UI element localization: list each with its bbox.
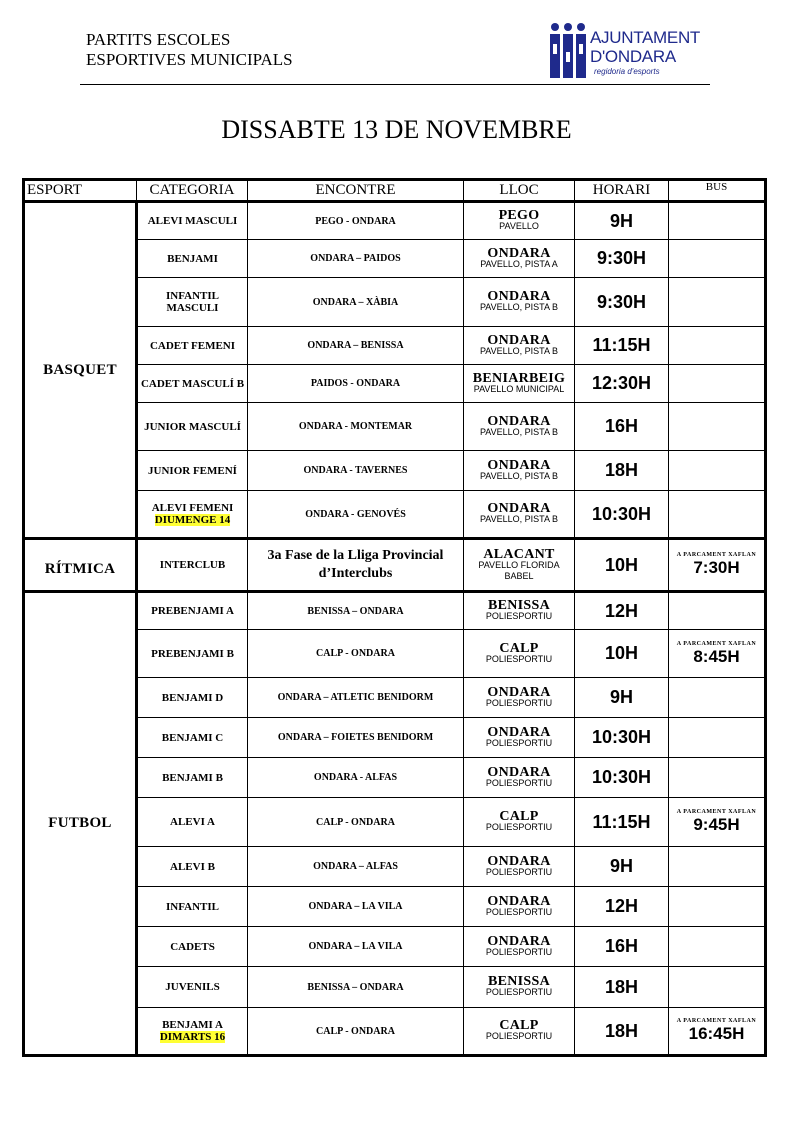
category-label: PREBENJAMI B [151,647,234,660]
category-label: BENJAMI [167,252,218,265]
time-cell: 16H [575,403,669,451]
place-name: ONDARA [487,853,551,869]
place-cell [464,798,575,847]
category-label: ALEVI A [170,816,215,828]
place-venue: POLIESPORTIU [485,777,553,788]
time-cell: 9H [575,847,669,887]
place-name: ONDARA [487,413,551,429]
place-venue: PAVELLO, PISTA B [479,470,559,481]
category-cell [137,1008,248,1056]
logo-line-2: D'ONDARA [590,47,676,66]
header-divider [80,84,710,85]
place-name: ONDARA [487,933,551,949]
header-line-1: PARTITS ESCOLES [86,30,231,49]
place-cell [464,630,575,678]
bus-cell [669,451,766,491]
bus-cell [669,847,766,887]
place-name: ONDARA [487,289,551,304]
category-cell [137,798,248,847]
match-cell: ONDARA - ALFAS [248,758,464,798]
place-name: CALP [499,809,539,824]
bus-cell [669,967,766,1008]
category-cell [137,202,248,240]
place-cell [464,491,575,539]
place-cell [464,967,575,1008]
place-name: CALP [499,640,539,656]
time-cell: 10:30H [575,491,669,539]
column-header-encontre: ENCONTRE [248,180,464,202]
category-cell [137,718,248,758]
category-label: ALEVI MASCULI [147,215,238,227]
place-cell [464,365,575,403]
category-cell [137,592,248,630]
sport-basquet: BASQUET [24,202,137,539]
place-name: ONDARA [487,245,551,261]
category-cell [137,403,248,451]
place-venue: PAVELLO, PISTA A [480,258,558,269]
place-venue: POLIESPORTIU [485,822,553,832]
category-label: PREBENJAMI A [151,605,234,617]
document-header [86,30,293,70]
place-venue: PAVELLO [499,221,539,231]
time-cell: 16H [575,927,669,967]
bus-pickup-note: A PARCAMENT XAFLAN [676,640,757,647]
place-name: BENISSA [487,974,551,989]
category-label: BENJAMI A [162,1019,223,1031]
place-cell [464,539,575,592]
bus-cell [669,927,766,967]
category-label: CADET MASCULÍ B [140,377,245,390]
category-label: BENJAMI B [162,771,223,784]
place-venue: POLIESPORTIU [485,697,553,708]
category-label: ALEVI B [170,860,215,873]
place-cell [464,240,575,278]
bus-cell [669,798,766,847]
logo-line-1: AJUNTAMENT [590,28,701,47]
category-label: BENJAMI C [161,731,224,744]
column-header-horari: HORARI [575,180,669,202]
match-cell: PEGO - ONDARA [248,202,464,240]
table-row [24,202,766,240]
place-cell [464,927,575,967]
place-cell [464,678,575,718]
sport-ritmica: RÍTMICA [24,539,137,592]
category-label: INFANTIL [166,900,219,913]
place-name: BENISSA [487,598,551,613]
match-cell: ONDARA – LA VILA [248,927,464,967]
table-header-row [24,180,766,202]
place-venue: PAVELLO, PISTA B [479,345,559,356]
match-cell: ONDARA – PAIDOS [248,240,464,278]
category-date-highlight: DIUMENGE 14 [154,514,231,526]
place-venue: PAVELLO FLORIDA BABEL [478,559,560,581]
time-cell: 11:15H [575,798,669,847]
time-cell: 9H [575,678,669,718]
place-name: ONDARA [487,501,551,516]
match-cell: CALP - ONDARA [248,630,464,678]
bus-cell [669,758,766,798]
place-venue: POLIESPORTIU [485,987,553,997]
place-cell [464,592,575,630]
category-cell [137,491,248,539]
place-cell [464,278,575,327]
place-name: ONDARA [487,893,551,909]
bus-cell [669,491,766,539]
place-cell [464,1008,575,1056]
place-cell [464,451,575,491]
category-cell [137,678,248,718]
place-name: CALP [499,1018,539,1033]
place-cell [464,758,575,798]
place-name: ONDARA [487,457,551,473]
category-cell [137,758,248,798]
column-header-categoria: CATEGORIA [137,180,248,202]
bus-cell [669,539,766,592]
table-row [24,539,766,592]
column-header-bus: BUS [669,180,766,202]
category-cell [137,451,248,491]
time-cell: 10:30H [575,718,669,758]
place-venue: POLIESPORTIU [485,946,553,957]
category-label: BENJAMI D [161,691,224,704]
bus-cell [669,278,766,327]
category-label: ALEVI FEMENI [151,502,234,514]
time-cell: 18H [575,1008,669,1056]
bus-cell [669,678,766,718]
category-date-highlight: DIMARTS 16 [159,1031,226,1043]
match-cell: ONDARA – LA VILA [248,887,464,927]
bus-cell [669,630,766,678]
place-venue: POLIESPORTIU [485,1031,553,1041]
category-cell [137,630,248,678]
place-venue: POLIESPORTIU [485,906,553,917]
place-cell [464,403,575,451]
category-cell [137,278,248,327]
category-label: JUVENILS [165,981,220,993]
category-cell [137,240,248,278]
place-venue: POLIESPORTIU [485,653,553,664]
category-cell [137,967,248,1008]
time-cell: 11:15H [575,327,669,365]
column-header-esport: ESPORT [24,180,137,202]
time-cell: 18H [575,451,669,491]
place-cell [464,847,575,887]
place-venue: POLIESPORTIU [485,866,553,877]
place-name: ALACANT [483,546,555,562]
ajuntament-logo [548,22,718,82]
bus-departure-time: 16:45H [688,1024,745,1043]
page-title: DISSABTE 13 DE NOVEMBRE [221,115,572,144]
bus-departure-time: 7:30H [693,558,740,577]
time-cell: 9:30H [575,278,669,327]
match-cell: ONDARA – FOIETES BENIDORM [248,718,464,758]
bus-cell [669,240,766,278]
bus-cell [669,403,766,451]
match-cell: 3a Fase de la Lliga Provincial d’Interclubs [248,539,464,592]
time-cell: 10H [575,630,669,678]
place-name: ONDARA [487,332,551,348]
bus-cell [669,718,766,758]
match-cell: ONDARA – ALFAS [248,847,464,887]
match-cell: ONDARA - MONTEMAR [248,403,464,451]
place-venue: PAVELLO, PISTA B [479,514,559,524]
place-venue: PAVELLO MUNICIPAL [473,383,565,394]
place-venue: PAVELLO, PISTA B [479,302,559,312]
place-name: ONDARA [487,764,551,780]
time-cell: 9:30H [575,240,669,278]
time-cell: 12:30H [575,365,669,403]
schedule-table [22,178,767,1057]
time-cell: 9H [575,202,669,240]
category-cell [137,927,248,967]
place-cell [464,327,575,365]
bus-cell [669,1008,766,1056]
category-cell [137,327,248,365]
place-venue: POLIESPORTIU [485,737,553,748]
category-label: JUNIOR FEMENÍ [148,464,237,477]
bus-cell [669,365,766,403]
time-cell: 18H [575,967,669,1008]
match-cell: ONDARA – XÀBIA [248,278,464,327]
match-cell: CALP - ONDARA [248,1008,464,1056]
match-cell: BENISSA – ONDARA [248,967,464,1008]
match-cell: ONDARA – BENISSA [248,327,464,365]
place-cell [464,887,575,927]
category-label: INTERCLUB [159,559,226,571]
place-cell [464,202,575,240]
place-cell [464,718,575,758]
match-cell: ONDARA - GENOVÉS [248,491,464,539]
category-cell [137,539,248,592]
sport-futbol: FUTBOL [24,592,137,1056]
category-cell [137,887,248,927]
bus-departure-time: 8:45H [693,646,740,666]
column-header-lloc: LLOC [464,180,575,202]
table-row [24,592,766,630]
bus-cell [669,592,766,630]
match-cell: ONDARA – ATLETIC BENIDORM [248,678,464,718]
bus-pickup-note: A PARCAMENT XAFLAN [676,809,757,815]
place-name: ONDARA [487,724,551,740]
time-cell: 12H [575,887,669,927]
time-cell: 10H [575,539,669,592]
bus-pickup-note: A PARCAMENT XAFLAN [676,552,757,558]
logo-line-3: regidoria d'esports [594,67,660,76]
bus-cell [669,887,766,927]
bus-departure-time: 9:45H [693,815,740,834]
match-cell: BENISSA – ONDARA [248,592,464,630]
match-cell: CALP - ONDARA [248,798,464,847]
match-cell: PAIDOS - ONDARA [248,365,464,403]
place-venue: PAVELLO, PISTA B [479,426,559,437]
bus-cell [669,202,766,240]
place-name: ONDARA [487,684,551,700]
place-venue: POLIESPORTIU [485,611,553,621]
match-cell: ONDARA - TAVERNES [248,451,464,491]
logo-figures-icon [548,22,588,78]
place-name: PEGO [498,208,540,223]
category-cell [137,847,248,887]
category-cell [137,365,248,403]
category-label: JUNIOR MASCULÍ [144,420,241,433]
category-label: CADETS [170,940,215,953]
place-name: BENIARBEIG [472,370,566,386]
category-label: CADET FEMENI [149,339,236,352]
time-cell: 10:30H [575,758,669,798]
category-label: INFANTIL MASCULI [166,290,219,314]
time-cell: 12H [575,592,669,630]
bus-cell [669,327,766,365]
bus-pickup-note: A PARCAMENT XAFLAN [676,1018,757,1024]
header-line-2: ESPORTIVES MUNICIPALS [86,50,293,69]
